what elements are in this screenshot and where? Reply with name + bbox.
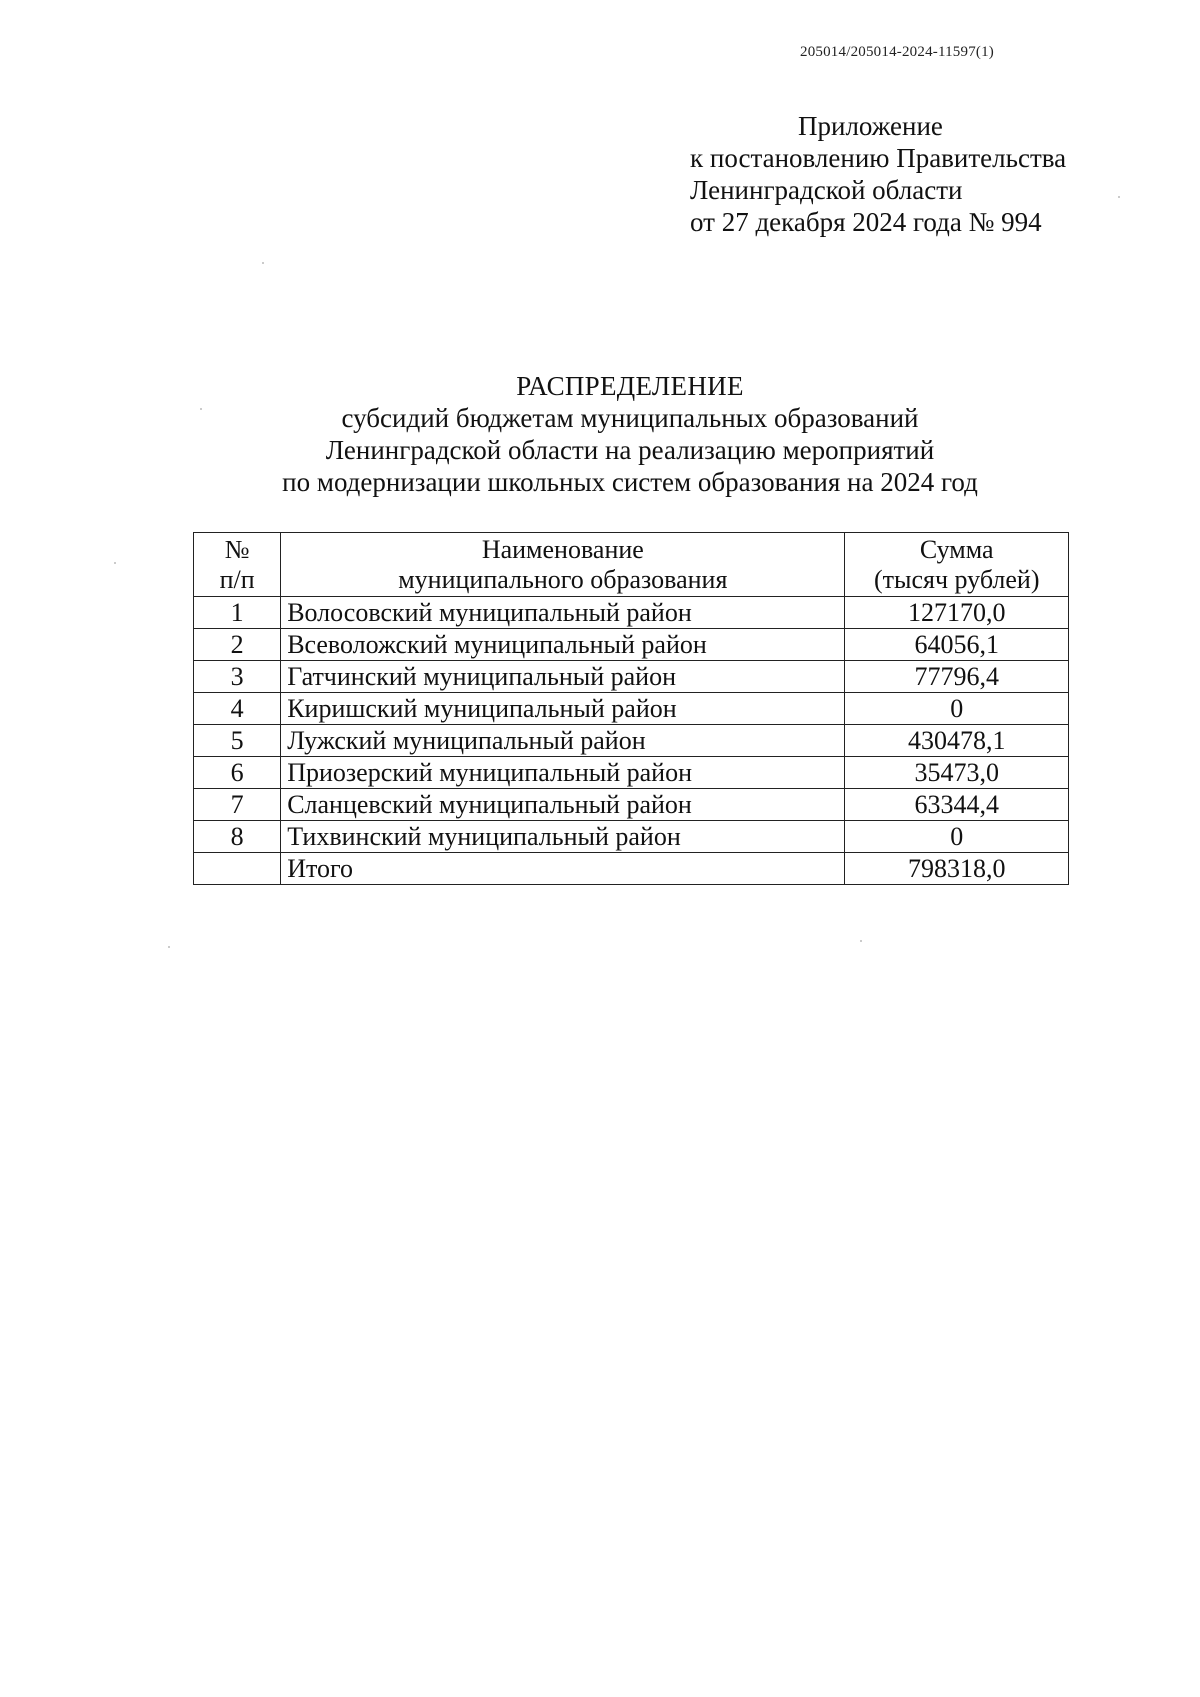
row-num: 1 (194, 597, 281, 629)
table-row (194, 821, 1069, 853)
appendix-block (690, 110, 1066, 238)
row-name: Всеволожский муниципальный район (281, 629, 845, 661)
document-title: РАСПРЕДЕЛЕНИЕ (516, 371, 744, 401)
header-sum-line-2: (тысяч рублей) (873, 564, 1040, 594)
row-name: Гатчинский муниципальный район (281, 661, 845, 693)
table-header-row (194, 533, 1069, 597)
table-row (194, 725, 1069, 757)
row-name: Сланцевский муниципальный район (281, 789, 845, 821)
header-num (194, 533, 281, 597)
row-sum: 64056,1 (845, 629, 1069, 661)
table-total-row (194, 853, 1069, 885)
row-sum: 0 (845, 821, 1069, 853)
scan-speck (1118, 196, 1120, 198)
table-row (194, 789, 1069, 821)
total-label: Итого (281, 853, 845, 885)
row-num: 4 (194, 693, 281, 725)
header-name-line-1: Наименование (481, 534, 644, 564)
table-row (194, 629, 1069, 661)
title-block (0, 370, 1200, 498)
row-name: Лужский муниципальный район (281, 725, 845, 757)
row-num: 7 (194, 789, 281, 821)
table-row (194, 757, 1069, 789)
row-name: Киришский муниципальный район (281, 693, 845, 725)
total-sum: 798318,0 (845, 853, 1069, 885)
header-sum (845, 533, 1069, 597)
title-line-2: субсидий бюджетам муниципальных образований (341, 403, 919, 433)
scan-speck (860, 940, 862, 942)
row-name: Тихвинский муниципальный район (281, 821, 845, 853)
document-id: 205014/205014-2024-11597(1) (800, 44, 994, 60)
row-sum: 127170,0 (845, 597, 1069, 629)
row-sum: 77796,4 (845, 661, 1069, 693)
table-row (194, 597, 1069, 629)
header-name (281, 533, 845, 597)
table-row (194, 693, 1069, 725)
row-sum: 0 (845, 693, 1069, 725)
scan-speck (200, 408, 202, 410)
header-name-line-2: муниципального образования (398, 564, 728, 594)
header-num-line-2: п/п (219, 564, 255, 594)
title-line-3: Ленинградской области на реализацию мероприятий (325, 435, 935, 465)
scan-speck (262, 262, 264, 264)
row-sum: 430478,1 (845, 725, 1069, 757)
total-num (194, 853, 281, 885)
distribution-table (193, 532, 1069, 885)
row-num: 3 (194, 661, 281, 693)
appendix-line-4: от 27 декабря 2024 года № 994 (690, 207, 1042, 237)
scan-speck (168, 946, 170, 948)
row-num: 8 (194, 821, 281, 853)
scan-speck (114, 562, 116, 564)
row-sum: 63344,4 (845, 789, 1069, 821)
appendix-line-3: Ленинградской области (690, 175, 963, 205)
row-name: Волосовский муниципальный район (281, 597, 845, 629)
row-name: Приозерский муниципальный район (281, 757, 845, 789)
title-line-4: по модернизации школьных систем образования на 2024 год (282, 467, 978, 497)
row-num: 2 (194, 629, 281, 661)
row-num: 5 (194, 725, 281, 757)
appendix-line-1: Приложение (798, 111, 943, 141)
header-num-line-1: № (224, 534, 250, 564)
header-sum-line-1: Сумма (919, 534, 994, 564)
row-num: 6 (194, 757, 281, 789)
table-row (194, 661, 1069, 693)
row-sum: 35473,0 (845, 757, 1069, 789)
appendix-line-2: к постановлению Правительства (690, 143, 1067, 173)
